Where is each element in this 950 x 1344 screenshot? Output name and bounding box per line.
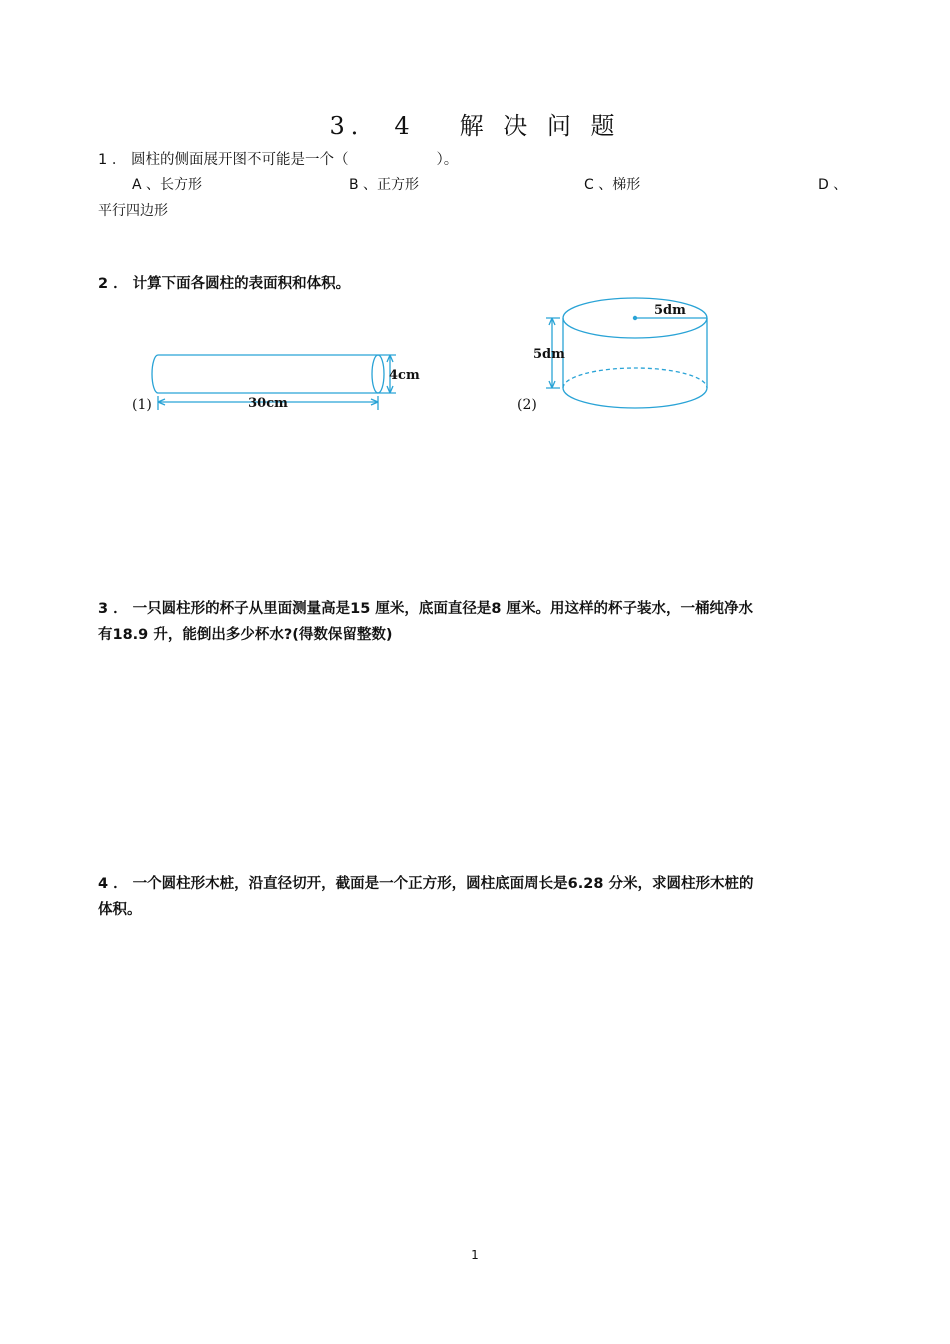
figure-1-cylinder	[128, 340, 428, 420]
question-2-stem: 2 ． 计算下面各圆柱的表面积和体积。	[98, 276, 351, 292]
option-letter: A 、	[132, 177, 161, 193]
title-number: 3． 4	[329, 112, 416, 140]
option-letter: D 、	[818, 177, 848, 193]
height-label: 5dm	[533, 347, 565, 362]
cylinder-sides	[563, 318, 707, 388]
q1-option-a	[132, 174, 202, 194]
diameter-label: 4cm	[389, 368, 420, 383]
question-3-line-2: 有18.9 升，能倒出多少杯水?(得数保留整数)	[98, 627, 393, 643]
question-4-line-2: 体积。	[98, 902, 142, 918]
title-text: 解 决 问 题	[459, 112, 621, 140]
cylinder-bottom-front	[563, 388, 707, 408]
figure-1-label: (1)	[132, 397, 152, 413]
q1-option-d-text: 平行四边形	[98, 203, 168, 219]
q1-option-d	[818, 174, 847, 194]
page-title	[0, 106, 950, 141]
page-number: 1	[471, 1248, 479, 1262]
cylinder-left-end	[152, 355, 158, 393]
length-label: 30cm	[248, 396, 288, 411]
option-letter: B 、	[349, 177, 378, 193]
question-4-line-1: 4 ． 一个圆柱形木桩，沿直径切开，截面是一个正方形，圆柱底面周长是6.28 分米，求圆柱形木桩的	[98, 876, 754, 892]
q1-option-b	[349, 174, 419, 194]
radius-label: 5dm	[654, 303, 686, 318]
cylinder-bottom-back-hidden	[563, 368, 707, 388]
question-1-stem	[98, 147, 458, 173]
option-letter: C 、	[584, 177, 613, 193]
figure-2-label: (2)	[517, 397, 537, 413]
q1-stem-prefix: 1 ． 圆柱的侧面展开图不可能是一个（	[98, 152, 349, 168]
q1-option-c	[584, 174, 640, 194]
question-3-line-1: 3 ． 一只圆柱形的杯子从里面测量高是15 厘米，底面直径是8 厘米。用这样的杯子装水，一桶纯净水	[98, 601, 754, 617]
cylinder-right-end	[372, 355, 384, 393]
option-text: 长方形	[160, 177, 203, 193]
q1-stem-suffix: ）。	[436, 152, 459, 168]
center-point	[633, 316, 637, 320]
option-text: 梯形	[612, 177, 641, 193]
option-text: 正方形	[377, 177, 420, 193]
figure-2-cylinder	[530, 290, 730, 420]
